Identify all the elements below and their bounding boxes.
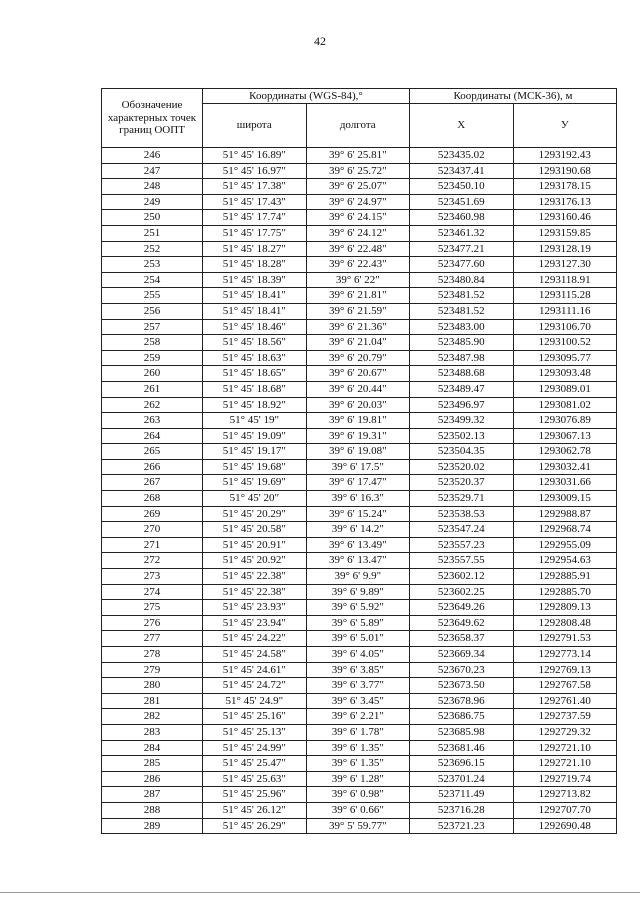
longitude-cell: 39° 6' 20.79" (306, 350, 410, 366)
x-cell: 523658.37 (410, 631, 514, 647)
point-id-cell: 265 (102, 444, 203, 460)
x-cell: 523669.34 (410, 647, 514, 663)
latitude-cell: 51° 45' 18.39" (203, 272, 307, 288)
point-id-cell: 246 (102, 148, 203, 164)
table-row (102, 350, 617, 366)
latitude-cell: 51° 45' 19.09" (203, 428, 307, 444)
longitude-cell: 39° 6' 25.07" (306, 179, 410, 195)
point-id-cell: 253 (102, 257, 203, 273)
table-row (102, 179, 617, 195)
longitude-cell: 39° 6' 5.01" (306, 631, 410, 647)
longitude-cell: 39° 6' 17.5" (306, 459, 410, 475)
latitude-cell: 51° 45' 19.69" (203, 475, 307, 491)
table-row (102, 194, 617, 210)
longitude-cell: 39° 6' 24.12" (306, 225, 410, 241)
y-cell: 1292773.14 (513, 647, 617, 663)
y-cell: 1293062.78 (513, 444, 617, 460)
x-cell: 523499.32 (410, 413, 514, 429)
latitude-cell: 51° 45' 25.63" (203, 771, 307, 787)
point-id-cell: 283 (102, 724, 203, 740)
y-cell: 1293009.15 (513, 491, 617, 507)
latitude-cell: 51° 45' 26.12" (203, 802, 307, 818)
y-cell: 1293176.13 (513, 194, 617, 210)
x-cell: 523451.69 (410, 194, 514, 210)
longitude-cell: 39° 6' 22.48" (306, 241, 410, 257)
latitude-cell: 51° 45' 17.74" (203, 210, 307, 226)
point-id-cell: 289 (102, 818, 203, 834)
table-row (102, 647, 617, 663)
latitude-cell: 51° 45' 16.97" (203, 163, 307, 179)
x-cell: 523461.32 (410, 225, 514, 241)
point-id-cell: 271 (102, 537, 203, 553)
point-id-cell: 248 (102, 179, 203, 195)
y-cell: 1293095.77 (513, 350, 617, 366)
point-id-cell: 288 (102, 802, 203, 818)
longitude-cell: 39° 6' 21.59" (306, 303, 410, 319)
point-id-cell: 261 (102, 381, 203, 397)
point-id-cell: 255 (102, 288, 203, 304)
y-cell: 1293128.19 (513, 241, 617, 257)
table-row (102, 787, 617, 803)
longitude-cell: 39° 6' 3.45" (306, 693, 410, 709)
longitude-cell: 39° 6' 13.47" (306, 553, 410, 569)
x-cell: 523557.23 (410, 537, 514, 553)
latitude-cell: 51° 45' 19.17" (203, 444, 307, 460)
table-row (102, 818, 617, 834)
longitude-cell: 39° 6' 13.49" (306, 537, 410, 553)
point-id-cell: 267 (102, 475, 203, 491)
longitude-cell: 39° 6' 9.89" (306, 584, 410, 600)
longitude-cell: 39° 6' 5.89" (306, 615, 410, 631)
table-row (102, 615, 617, 631)
longitude-cell: 39° 6' 20.44" (306, 381, 410, 397)
y-cell: 1293106.70 (513, 319, 617, 335)
longitude-cell: 39° 6' 25.81" (306, 148, 410, 164)
header-point-id: Обозначение характерных точек границ ООПТ (102, 89, 203, 148)
table-row (102, 756, 617, 772)
latitude-cell: 51° 45' 24.72" (203, 678, 307, 694)
table-row (102, 724, 617, 740)
x-cell: 523435.02 (410, 148, 514, 164)
longitude-cell: 39° 6' 16.3" (306, 491, 410, 507)
x-cell: 523721.23 (410, 818, 514, 834)
x-cell: 523488.68 (410, 366, 514, 382)
point-id-cell: 249 (102, 194, 203, 210)
latitude-cell: 51° 45' 18.92" (203, 397, 307, 413)
longitude-cell: 39° 6' 14.2" (306, 522, 410, 538)
longitude-cell: 39° 6' 19.08" (306, 444, 410, 460)
point-id-cell: 252 (102, 241, 203, 257)
x-cell: 523520.37 (410, 475, 514, 491)
y-cell: 1293159.85 (513, 225, 617, 241)
table-row (102, 522, 617, 538)
point-id-cell: 250 (102, 210, 203, 226)
x-cell: 523557.55 (410, 553, 514, 569)
x-cell: 523460.98 (410, 210, 514, 226)
latitude-cell: 51° 45' 19" (203, 413, 307, 429)
latitude-cell: 51° 45' 25.96" (203, 787, 307, 803)
point-id-cell: 275 (102, 600, 203, 616)
x-cell: 523686.75 (410, 709, 514, 725)
latitude-cell: 51° 45' 18.41" (203, 288, 307, 304)
x-cell: 523681.46 (410, 740, 514, 756)
x-cell: 523489.47 (410, 381, 514, 397)
table-row (102, 600, 617, 616)
table-header (102, 89, 617, 148)
table-row (102, 288, 617, 304)
y-cell: 1293076.89 (513, 413, 617, 429)
table-row (102, 569, 617, 585)
latitude-cell: 51° 45' 25.16" (203, 709, 307, 725)
y-cell: 1293031.66 (513, 475, 617, 491)
x-cell: 523602.12 (410, 569, 514, 585)
point-id-cell: 251 (102, 225, 203, 241)
x-cell: 523477.60 (410, 257, 514, 273)
longitude-cell: 39° 6' 21.81" (306, 288, 410, 304)
table-row (102, 802, 617, 818)
latitude-cell: 51° 45' 24.99" (203, 740, 307, 756)
longitude-cell: 39° 6' 24.15" (306, 210, 410, 226)
point-id-cell: 262 (102, 397, 203, 413)
point-id-cell: 264 (102, 428, 203, 444)
x-cell: 523480.84 (410, 272, 514, 288)
point-id-cell: 257 (102, 319, 203, 335)
x-cell: 523496.97 (410, 397, 514, 413)
point-id-cell: 266 (102, 459, 203, 475)
y-cell: 1293127.30 (513, 257, 617, 273)
point-id-cell: 277 (102, 631, 203, 647)
latitude-cell: 51° 45' 20.91" (203, 537, 307, 553)
x-cell: 523481.52 (410, 288, 514, 304)
latitude-cell: 51° 45' 25.47" (203, 756, 307, 772)
longitude-cell: 39° 6' 25.72" (306, 163, 410, 179)
latitude-cell: 51° 45' 23.93" (203, 600, 307, 616)
table-row (102, 241, 617, 257)
longitude-cell: 39° 6' 24.97" (306, 194, 410, 210)
y-cell: 1293100.52 (513, 335, 617, 351)
table-row (102, 459, 617, 475)
latitude-cell: 51° 45' 20.29" (203, 506, 307, 522)
page-bottom-rule (0, 892, 640, 893)
point-id-cell: 274 (102, 584, 203, 600)
table-row (102, 678, 617, 694)
x-cell: 523547.24 (410, 522, 514, 538)
y-cell: 1292721.10 (513, 756, 617, 772)
table-row (102, 163, 617, 179)
table-row (102, 225, 617, 241)
longitude-cell: 39° 6' 1.78" (306, 724, 410, 740)
latitude-cell: 51° 45' 22.38" (203, 569, 307, 585)
point-id-cell: 287 (102, 787, 203, 803)
latitude-cell: 51° 45' 18.27" (203, 241, 307, 257)
latitude-cell: 51° 45' 24.58" (203, 647, 307, 663)
point-id-cell: 284 (102, 740, 203, 756)
x-cell: 523685.98 (410, 724, 514, 740)
x-cell: 523711.49 (410, 787, 514, 803)
header-msk36-group: Координаты (МСК-36), м (410, 89, 617, 104)
y-cell: 1293093.48 (513, 366, 617, 382)
table-row (102, 413, 617, 429)
latitude-cell: 51° 45' 24.9" (203, 693, 307, 709)
y-cell: 1292808.48 (513, 615, 617, 631)
point-id-cell: 268 (102, 491, 203, 507)
x-cell: 523502.13 (410, 428, 514, 444)
latitude-cell: 51° 45' 24.22" (203, 631, 307, 647)
table-row (102, 444, 617, 460)
table-row (102, 662, 617, 678)
x-cell: 523520.02 (410, 459, 514, 475)
y-cell: 1293192.43 (513, 148, 617, 164)
table-row (102, 709, 617, 725)
longitude-cell: 39° 6' 1.35" (306, 756, 410, 772)
x-cell: 523696.15 (410, 756, 514, 772)
y-cell: 1292690.48 (513, 818, 617, 834)
x-cell: 523437.41 (410, 163, 514, 179)
latitude-cell: 51° 45' 20" (203, 491, 307, 507)
header-y: У (513, 104, 617, 148)
y-cell: 1292885.70 (513, 584, 617, 600)
header-row-groups (102, 89, 617, 104)
longitude-cell: 39° 6' 3.85" (306, 662, 410, 678)
longitude-cell: 39° 6' 0.98" (306, 787, 410, 803)
latitude-cell: 51° 45' 24.61" (203, 662, 307, 678)
point-id-cell: 269 (102, 506, 203, 522)
latitude-cell: 51° 45' 20.92" (203, 553, 307, 569)
point-id-cell: 259 (102, 350, 203, 366)
y-cell: 1292968.74 (513, 522, 617, 538)
longitude-cell: 39° 6' 21.36" (306, 319, 410, 335)
x-cell: 523602.25 (410, 584, 514, 600)
table-body (102, 148, 617, 834)
table-row (102, 366, 617, 382)
point-id-cell: 281 (102, 693, 203, 709)
y-cell: 1293089.01 (513, 381, 617, 397)
point-id-cell: 258 (102, 335, 203, 351)
x-cell: 523670.23 (410, 662, 514, 678)
longitude-cell: 39° 6' 9.9" (306, 569, 410, 585)
x-cell: 523477.21 (410, 241, 514, 257)
table-row (102, 210, 617, 226)
point-id-cell: 247 (102, 163, 203, 179)
table-row (102, 475, 617, 491)
page-number: 42 (314, 34, 326, 48)
table-row (102, 381, 617, 397)
latitude-cell: 51° 45' 18.46" (203, 319, 307, 335)
latitude-cell: 51° 45' 18.65" (203, 366, 307, 382)
y-cell: 1293081.02 (513, 397, 617, 413)
point-id-cell: 270 (102, 522, 203, 538)
longitude-cell: 39° 6' 4.05" (306, 647, 410, 663)
table-row (102, 584, 617, 600)
x-cell: 523649.62 (410, 615, 514, 631)
longitude-cell: 39° 6' 21.04" (306, 335, 410, 351)
latitude-cell: 51° 45' 22.38" (203, 584, 307, 600)
latitude-cell: 51° 45' 18.41" (203, 303, 307, 319)
longitude-cell: 39° 6' 3.77" (306, 678, 410, 694)
y-cell: 1292737.59 (513, 709, 617, 725)
latitude-cell: 51° 45' 17.75" (203, 225, 307, 241)
y-cell: 1293178.15 (513, 179, 617, 195)
y-cell: 1292954.63 (513, 553, 617, 569)
point-id-cell: 273 (102, 569, 203, 585)
point-id-cell: 280 (102, 678, 203, 694)
latitude-cell: 51° 45' 18.63" (203, 350, 307, 366)
point-id-cell: 256 (102, 303, 203, 319)
x-cell: 523538.53 (410, 506, 514, 522)
table-row (102, 693, 617, 709)
point-id-cell: 272 (102, 553, 203, 569)
y-cell: 1292713.82 (513, 787, 617, 803)
latitude-cell: 51° 45' 25.13" (203, 724, 307, 740)
y-cell: 1292721.10 (513, 740, 617, 756)
coordinates-table (101, 88, 617, 834)
y-cell: 1293160.46 (513, 210, 617, 226)
x-cell: 523487.98 (410, 350, 514, 366)
point-id-cell: 285 (102, 756, 203, 772)
y-cell: 1292955.09 (513, 537, 617, 553)
latitude-cell: 51° 45' 20.58" (203, 522, 307, 538)
table-row (102, 506, 617, 522)
y-cell: 1292729.32 (513, 724, 617, 740)
latitude-cell: 51° 45' 17.38" (203, 179, 307, 195)
longitude-cell: 39° 6' 2.21" (306, 709, 410, 725)
point-id-cell: 260 (102, 366, 203, 382)
x-cell: 523450.10 (410, 179, 514, 195)
longitude-cell: 39° 6' 0.66" (306, 802, 410, 818)
table-row (102, 303, 617, 319)
latitude-cell: 51° 45' 23.94" (203, 615, 307, 631)
table-row (102, 771, 617, 787)
point-id-cell: 282 (102, 709, 203, 725)
longitude-cell: 39° 6' 20.67" (306, 366, 410, 382)
y-cell: 1292719.74 (513, 771, 617, 787)
latitude-cell: 51° 45' 18.56" (203, 335, 307, 351)
y-cell: 1293111.16 (513, 303, 617, 319)
y-cell: 1292767.58 (513, 678, 617, 694)
y-cell: 1292761.40 (513, 693, 617, 709)
table-row (102, 428, 617, 444)
latitude-cell: 51° 45' 18.68" (203, 381, 307, 397)
x-cell: 523701.24 (410, 771, 514, 787)
point-id-cell: 279 (102, 662, 203, 678)
point-id-cell: 254 (102, 272, 203, 288)
latitude-cell: 51° 45' 19.68" (203, 459, 307, 475)
y-cell: 1293032.41 (513, 459, 617, 475)
x-cell: 523649.26 (410, 600, 514, 616)
longitude-cell: 39° 6' 1.35" (306, 740, 410, 756)
x-cell: 523673.50 (410, 678, 514, 694)
point-id-cell: 286 (102, 771, 203, 787)
table-row (102, 397, 617, 413)
header-wgs84-group: Координаты (WGS-84),° (203, 89, 410, 104)
longitude-cell: 39° 6' 15.24" (306, 506, 410, 522)
latitude-cell: 51° 45' 17.43" (203, 194, 307, 210)
longitude-cell: 39° 5' 59.77" (306, 818, 410, 834)
y-cell: 1292988.87 (513, 506, 617, 522)
y-cell: 1293118.91 (513, 272, 617, 288)
y-cell: 1293190.68 (513, 163, 617, 179)
longitude-cell: 39° 6' 20.03" (306, 397, 410, 413)
table-row (102, 740, 617, 756)
x-cell: 523529.71 (410, 491, 514, 507)
latitude-cell: 51° 45' 16.89" (203, 148, 307, 164)
header-longitude: долгота (306, 104, 410, 148)
x-cell: 523483.00 (410, 319, 514, 335)
x-cell: 523481.52 (410, 303, 514, 319)
point-id-cell: 263 (102, 413, 203, 429)
latitude-cell: 51° 45' 18.28" (203, 257, 307, 273)
x-cell: 523678.96 (410, 693, 514, 709)
header-x: X (410, 104, 514, 148)
table-row (102, 335, 617, 351)
x-cell: 523485.90 (410, 335, 514, 351)
longitude-cell: 39° 6' 19.31" (306, 428, 410, 444)
y-cell: 1292791.53 (513, 631, 617, 647)
table-row (102, 537, 617, 553)
x-cell: 523716.28 (410, 802, 514, 818)
longitude-cell: 39° 6' 17.47" (306, 475, 410, 491)
table-row (102, 272, 617, 288)
longitude-cell: 39° 6' 5.92" (306, 600, 410, 616)
table-row (102, 491, 617, 507)
table-row (102, 631, 617, 647)
longitude-cell: 39° 6' 22" (306, 272, 410, 288)
table-row (102, 553, 617, 569)
header-latitude: широта (203, 104, 307, 148)
longitude-cell: 39° 6' 19.81" (306, 413, 410, 429)
y-cell: 1292809.13 (513, 600, 617, 616)
latitude-cell: 51° 45' 26.29" (203, 818, 307, 834)
table-row (102, 319, 617, 335)
point-id-cell: 276 (102, 615, 203, 631)
y-cell: 1292707.70 (513, 802, 617, 818)
table-row (102, 257, 617, 273)
point-id-cell: 278 (102, 647, 203, 663)
table-row (102, 148, 617, 164)
y-cell: 1292885.91 (513, 569, 617, 585)
y-cell: 1293115.28 (513, 288, 617, 304)
y-cell: 1292769.13 (513, 662, 617, 678)
y-cell: 1293067.13 (513, 428, 617, 444)
longitude-cell: 39° 6' 1.28" (306, 771, 410, 787)
x-cell: 523504.35 (410, 444, 514, 460)
longitude-cell: 39° 6' 22.43" (306, 257, 410, 273)
